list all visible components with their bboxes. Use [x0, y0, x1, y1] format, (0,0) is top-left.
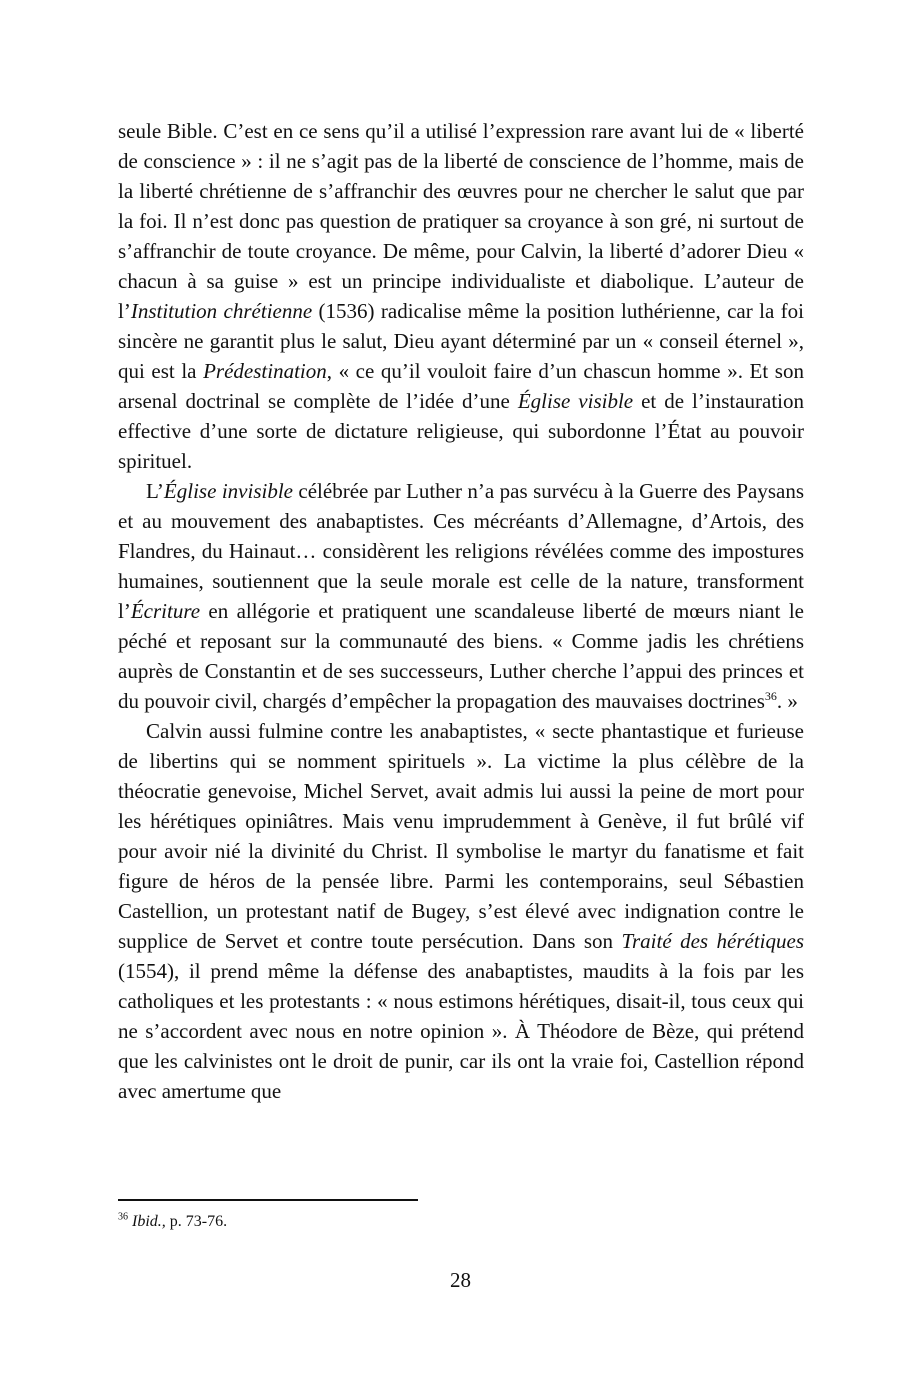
page-body — [118, 116, 804, 1106]
page-number: 28 — [450, 1268, 471, 1292]
text-run: célébrée par Luther n’a pas survécu à la Guerre des Paysans et au mouvement des anabaptistes. Ces mécréants d’Allemagne, d’Artois, des Flandres, du Hainaut… considèrent les religions révélées comme des impostures humaines, soutiennent que la seule morale est celle de la nature, transforment l’ — [118, 479, 804, 623]
text-run: en allégorie et pratiquent une scandaleuse liberté de mœurs niant le péché et reposant sur la communauté des biens. « Comme jadis les chrétiens auprès de Constantin et de ses successeurs, Luther cherche l’appui des princes et du pouvoir civil, chargés d’empêcher la propagation des mauvaises doctrines — [118, 599, 804, 713]
footnote-number: 36 — [118, 1211, 128, 1223]
paragraph-3 — [118, 716, 804, 1106]
text-block — [118, 116, 804, 1106]
text-run: , « ce qu’il vouloit faire d’un chascun homme ». Et son arsenal doctrinal se complète de l’idée d’une — [118, 359, 804, 413]
paragraph-2 — [118, 476, 804, 716]
text-run: . » — [776, 689, 798, 713]
footnote — [118, 1212, 227, 1232]
text-run: seule Bible. C’est en ce sens qu’il a utilisé l’expression rare avant lui de « liberté de conscience » : il ne s’agit pas de la liberté de conscience de l’homme, mais de la liberté chrétienne de s’affranchir des œuvres pour ne chercher le salut que par la foi. Il n’est donc pas question de pratiquer sa croyance à son gré, ni surtout de s’affranchir de toute croyance. De même, pour Calvin, la liberté d’adorer Dieu « chacun à sa guise » est un principe individualiste et diabolique. L’auteur de l’ — [118, 119, 804, 323]
italic-title: Institution chrétienne — [130, 299, 313, 323]
text-run: L’ — [146, 479, 164, 503]
italic-title: Traité des hérétiques — [621, 929, 804, 953]
text-run: et de l’instauration effective d’une sorte de dictature religieuse, qui subordonne l’État au pouvoir spirituel. — [118, 389, 805, 473]
text-run: (1554), il prend même la défense des anabaptistes, maudits à la fois par les catholiques et les protestants : « nous estimons hérétiques, disait-il, tous ceux qui ne s’accordent avec nous en notre opinion ». À Théodore de Bèze, qui prétend que les calvinistes ont le droit de punir, car ils ont la vraie foi, Castellion répond avec amertume que — [118, 959, 804, 1103]
footnote-text: p. 73-76. — [165, 1213, 228, 1230]
italic-term: Écriture — [130, 599, 201, 623]
italic-term: Église visible — [517, 389, 634, 413]
italic-term: Prédestination — [203, 359, 327, 383]
footnote-separator — [118, 1199, 418, 1201]
text-run: (1536) radicalise même la position luthérienne, car la foi sincère ne garantit plus le salut, Dieu ayant déterminé par un « conseil éternel », qui est la — [118, 299, 804, 383]
italic-term: Église invisible — [163, 479, 293, 503]
footnote-reference[interactable]: 36 — [764, 689, 777, 703]
paragraph-1 — [118, 116, 804, 476]
text-run: Calvin aussi fulmine contre les anabaptistes, « secte phantastique et furieuse de libertins qui se nomment spirituels ». La victime la plus célèbre de la théocratie genevoise, Michel Servet, avait admis lui aussi la peine de mort pour les hérétiques opiniâtres. Mais venu imprudemment à Genève, il fut brûlé vif pour avoir nié la divinité du Christ. Il symbolise le martyr du fanatisme et fait figure de héros de la pensée libre. Parmi les contemporains, seul Sébastien Castellion, un protestant natif de Bugey, s’est élevé avec indignation contre le supplice de Servet et contre toute persécution. Dans son — [118, 719, 804, 953]
footnote-ibid: Ibid., — [132, 1213, 166, 1230]
